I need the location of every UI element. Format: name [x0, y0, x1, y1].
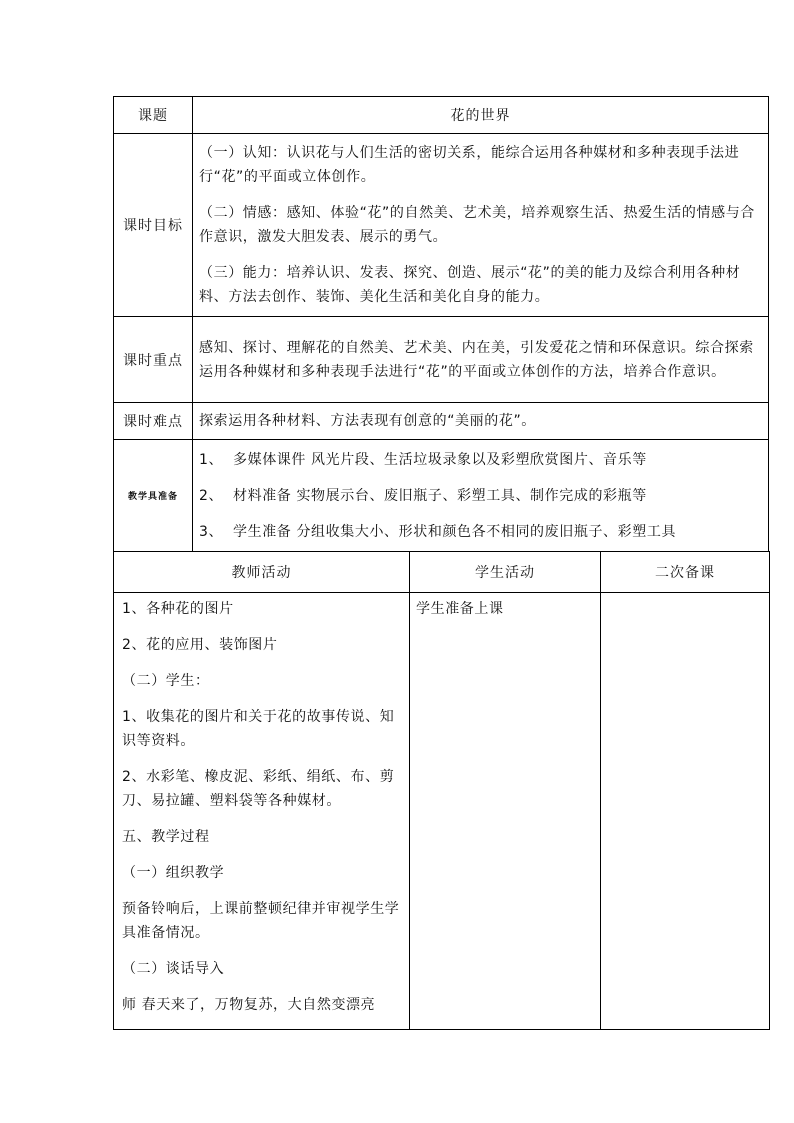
- prep-item-number: 3、: [199, 523, 224, 540]
- teacher-line: 五、教学过程: [122, 829, 210, 845]
- title-row: [114, 97, 769, 134]
- activities-header-row: [114, 552, 770, 593]
- prep-row: [114, 440, 769, 552]
- second-prep-cell: [601, 593, 770, 1030]
- prep-item-number: 2、: [199, 487, 224, 504]
- objectives-row: [114, 134, 769, 317]
- student-activity-header: 学生活动: [410, 552, 601, 593]
- objective-emotional: （二）情感：感知、体验“花”的自然美、艺术美，培养观察生活、热爱生活的情感与合作意识，激发大胆发表、展示的勇气。: [199, 205, 755, 245]
- objective-ability: （三）能力：培养认识、发表、探究、创造、展示“花”的美的能力及综合利用各种材料、方法去创作、装饰、美化生活和美化自身的能力。: [199, 265, 741, 305]
- student-line: 学生准备上课: [416, 601, 504, 617]
- teacher-activity-header: 教师活动: [114, 552, 410, 593]
- title-label: 课题: [114, 97, 193, 134]
- prep-item: [199, 484, 764, 508]
- objectives-label: 课时目标: [114, 134, 193, 317]
- prep-content: [193, 440, 769, 552]
- teacher-activity-cell: [114, 593, 410, 1030]
- difficulty-label: 课时难点: [114, 403, 193, 440]
- lesson-info-table: [113, 96, 769, 552]
- teacher-line: 预备铃响后，上课前整顿纪律并审视学生学具准备情况。: [122, 901, 400, 941]
- prep-item-text: 材料准备 实物展示台、废旧瓶子、彩塑工具、制作完成的彩瓶等: [233, 487, 647, 504]
- objectives-content: [193, 134, 769, 317]
- objective-cognitive: （一）认知：认识花与人们生活的密切关系，能综合运用各种媒材和多种表现手法进行“花”的平面或立体创作。: [199, 145, 740, 185]
- lesson-title: 花的世界: [193, 97, 769, 134]
- difficulty-row: [114, 403, 769, 440]
- key-points-content: 感知、探讨、理解花的自然美、艺术美、内在美，引发爱花之情和环保意识。综合探索运用各种媒材和多种表现手法进行“花”的平面或立体创作的方法，培养合作意识。: [193, 317, 769, 403]
- student-activity-cell: [410, 593, 601, 1030]
- difficulty-content: 探索运用各种材料、方法表现有创意的“美丽的花”。: [193, 403, 769, 440]
- key-points-row: [114, 317, 769, 403]
- prep-label: 教学具准备: [114, 440, 193, 552]
- teacher-line: 2、水彩笔、橡皮泥、彩纸、绢纸、布、剪刀、易拉罐、塑料袋等各种媒材。: [122, 769, 395, 809]
- teacher-line: （二）学生：: [122, 673, 210, 689]
- teacher-line: （一）组织教学: [122, 865, 225, 881]
- second-prep-header: 二次备课: [601, 552, 770, 593]
- teacher-line: 师 春天来了，万物复苏，大自然变漂亮: [122, 997, 376, 1013]
- key-points-label: 课时重点: [114, 317, 193, 403]
- teacher-line: 2、花的应用、装饰图片: [122, 637, 278, 653]
- activities-table: [113, 551, 770, 1030]
- teacher-line: 1、收集花的图片和关于花的故事传说、知识等资料。: [122, 709, 395, 749]
- prep-item-number: 1、: [199, 451, 224, 468]
- prep-item-text: 多媒体课件 风光片段、生活垃圾录象以及彩塑欣赏图片、音乐等: [233, 451, 647, 468]
- teacher-line: 1、各种花的图片: [122, 601, 234, 617]
- prep-item: [199, 520, 764, 544]
- activities-body-row: [114, 593, 770, 1030]
- teacher-line: （二）谈话导入: [122, 961, 225, 977]
- prep-item: [199, 448, 764, 472]
- prep-item-text: 学生准备 分组收集大小、形状和颜色各不相同的废旧瓶子、彩塑工具: [233, 523, 677, 540]
